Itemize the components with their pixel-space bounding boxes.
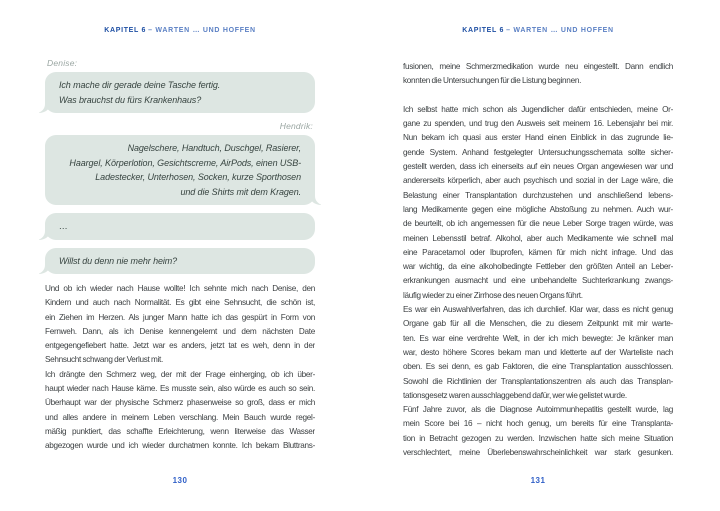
body-line: war wichtig, da eine alkoholbedingte Fettleber den größten Anteil an Leber-	[403, 262, 673, 272]
body-line: läufig wieder zu einer Zirrhose des neuen Organs führt.	[403, 290, 583, 300]
body-line: Und ob ich wieder nach Hause wollte! Ich sehnte mich nach Denise, den	[45, 284, 315, 293]
body-line: Sehnsucht schwang der Verlust mit.	[45, 355, 163, 365]
chapter-label: KAPITEL 6	[462, 27, 505, 34]
body-line: tationsgesetz waren ausschlaggebend dafür, wer wie gelistet wurde.	[403, 390, 627, 400]
chat-bubble-hendrik	[45, 135, 315, 205]
sender-label-denise: Denise:	[47, 58, 78, 68]
chat-message-line: Ladestecker, Unterhosen, Socken, kurze Sporthosen	[95, 172, 301, 182]
chat-message-line: …	[59, 221, 68, 231]
body-text	[403, 60, 673, 460]
body-line: Überhaupt war der physische Schmerz phasenweise so groß, dass er mich	[45, 398, 315, 408]
body-line: Sowohl die Richtlinien der Transplantationszentren als auch das Transplan-	[403, 376, 673, 386]
body-line: Belastung einer Transplantation durchzustehen und anschließend lebens-	[403, 190, 673, 200]
chat-thread	[45, 58, 315, 282]
body-text	[45, 282, 315, 454]
chat-message-line: Willst du denn nie mehr heim?	[59, 255, 178, 266]
chat-bubble-denise	[45, 248, 315, 275]
body-line: entgegengefiebert hatte. Jetzt war es anders, jetzt tat es weh, denn in der	[45, 341, 315, 351]
body-line: fusionen, meine Schmerzmedikation wurde neu eingestellt. Dann endlich	[403, 62, 673, 71]
body-line: Fernweh. Dann, als ich Denise kennengelernt und dem nächsten Date	[45, 326, 315, 336]
chapter-header	[403, 27, 673, 34]
body-line: lang Medikamente gegen eine mögliche Abstoßung zu nehmen. Auch wur-	[403, 204, 673, 214]
body-line	[403, 89, 673, 103]
chat-message-line: und die Shirts mit dem Kragen.	[180, 186, 301, 197]
body-line: Kindern und auch nach Normalität. Es gibt eine Sehnsucht, die schön ist,	[45, 298, 315, 308]
body-line: abgezogen wurde und ich wieder durchatmen konnte. Ich bekam Bluttrans-	[45, 441, 315, 451]
chat-bubble-denise	[45, 72, 315, 113]
body-line: ten. Es war eine verdrehte Welt, in der ich mich bewegte: Je kränker man	[403, 333, 673, 343]
body-line: gende System. Anhand festgelegter Untersuchungsschemata sollte sicher-	[403, 147, 673, 157]
body-line: eine Paracetamol oder Ibuprofen, kämen für mich nicht infrage. Und das	[403, 247, 673, 257]
chat-message-line: Haargel, Körperlotion, Gesichtscreme, AirPods, einen USB-	[69, 157, 301, 168]
sender-label-hendrik: Hendrik:	[279, 121, 313, 131]
page-number: 131	[530, 476, 546, 485]
body-line: und alles andere in meinem Leben verschlang. Mein Bauch wurde regel-	[45, 412, 315, 422]
body-line: gane zu spenden, und trug den Ausweis seit meinem 16. Lebensjahr bei mir.	[403, 119, 673, 129]
body-line: meinen Lebensstil betraf. Alkohol, aber auch Medikamente wie schnell mal	[403, 233, 673, 243]
body-line: Es war ein Auswahlverfahren, das ich durchlief. Klar war, dass es nicht genug	[403, 305, 673, 315]
body-line: konnten die Untersuchungen für die Listung beginnen.	[403, 76, 582, 86]
body-line: Nun bekam ich quasi aus erster Hand einen Einblick in das zugrunde lie-	[403, 133, 673, 143]
chapter-title: – WARTEN … UND HOFFEN	[506, 27, 614, 34]
chapter-label: KAPITEL 6	[104, 27, 147, 34]
body-line: ein Ziehen im Herzen. Als junger Mann hatte ich das gespürt in Form von	[45, 312, 315, 322]
body-line: verschlechtert, meine Überlebenswahrscheinlichkeit war stark gesunken.	[403, 448, 673, 458]
page-number: 130	[172, 476, 188, 485]
body-line: Organe gab für all die Menschen, die zu diesem Zeitpunkt mit mir warte-	[403, 319, 673, 329]
body-line: Ich drängte den Schmerz weg, der mit der Frage einherging, ob ich über-	[45, 369, 315, 379]
body-line: mein Score bei 16 – nicht hoch genug, um bereits für eine Transplanta-	[403, 419, 673, 429]
chapter-header	[45, 27, 315, 34]
body-line: oben. Es sei denn, es gab Faktoren, die eine Transplantation ausschlossen.	[403, 362, 673, 372]
chat-message-line: Ich mache dir gerade deine Tasche fertig.	[59, 80, 221, 90]
body-line: mäßig punktiert, das schaffte Erleichterung, wenn literweise das Wasser	[45, 426, 315, 436]
body-line: erkrankungen ausmacht und eine unbehandelte Suchterkrankung zwangs-	[403, 276, 673, 286]
body-line: Fünf Jahre zuvor, als die Diagnose Autoimmunhepatitis gestellt wurde, lag	[403, 405, 673, 415]
body-line: Ich selbst hatte mich schon als Jugendlicher dafür entschieden, meine Or-	[403, 104, 673, 114]
body-line: de beurteilt, ob ich angemessen für die neue Leber Sorge tragen würde, was	[403, 219, 673, 229]
left-page	[45, 0, 315, 511]
chapter-title: – WARTEN … UND HOFFEN	[148, 27, 256, 34]
right-page	[403, 0, 673, 511]
body-line: gestellt werden, dass ich einerseits auf ein neues Organ angewiesen war und	[403, 162, 673, 172]
body-line: war, desto höhere Scores bekam man und kletterte auf der Warteliste nach	[403, 347, 673, 357]
body-line: andererseits körperlich, aber auch psychisch und sozial in der Lage wäre, die	[403, 176, 673, 186]
chat-message-line: Nagelschere, Handtuch, Duschgel, Rasierer,	[127, 143, 301, 153]
body-line: tion in Betracht gezogen zu werden. Inzwischen hatte sich meine Situation	[403, 433, 673, 443]
chat-message-line: Was brauchst du fürs Krankenhaus?	[59, 94, 202, 105]
chat-bubble-denise	[45, 213, 315, 240]
body-line: haupt wieder nach Hause käme. Es musste sein, also würde es auch so sein.	[45, 384, 315, 394]
